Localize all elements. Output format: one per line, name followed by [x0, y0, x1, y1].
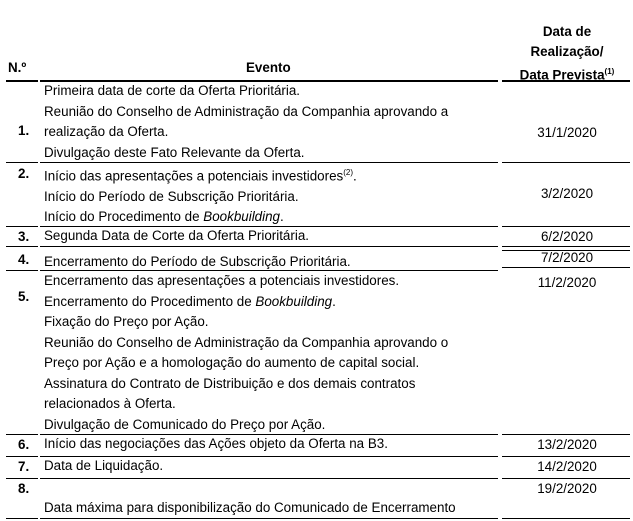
row-5-line-8: Divulgação de Comunicado do Preço por Ação. — [44, 416, 326, 432]
row-divider-6-left — [6, 456, 38, 457]
row-7-number: 7. — [18, 459, 30, 474]
row-1-line-3: realização da Oferta. — [44, 124, 169, 139]
row-6-number: 6. — [18, 437, 30, 452]
row-5-event — [44, 271, 448, 435]
row-8-date: 19/2/2020 — [537, 481, 597, 496]
row-2-date: 3/2/2020 — [540, 186, 594, 201]
row-divider-4-right — [502, 267, 630, 268]
row-1-line-1: Primeira data de corte da Oferta Prioritária. — [44, 83, 301, 98]
row-4-line-1: Encerramento do Período de Subscrição Prioritária. — [44, 254, 351, 269]
row-divider-2-left — [6, 226, 38, 227]
row-1-line-4: Divulgação deste Fato Relevante da Oferta. — [44, 144, 305, 160]
header-date-line1: Data de — [542, 24, 592, 39]
row-5-line-1: Encerramento das apresentações a potenciais investidores. — [44, 273, 400, 288]
header-rule-left — [6, 80, 38, 82]
row-5-line-2 — [44, 292, 448, 313]
row-3-date: 6/2/2020 — [540, 229, 594, 244]
row-divider-5-right — [502, 434, 630, 435]
row-divider-1-left — [6, 162, 38, 163]
row-6-line-1: Início das negociações das Ações objeto da Oferta na B3. — [44, 436, 388, 451]
row-5-line-3: Fixação do Preço por Ação. — [44, 314, 209, 329]
row-7-line-1: Data de Liquidação. — [44, 458, 164, 473]
row-2-line-1-text: Início das apresentações a potenciais investidores — [44, 168, 344, 184]
row-3-line-1: Segunda Data de Corte da Oferta Prioritária. — [44, 228, 309, 243]
row-8-line-1: Data máxima para disponibilização do Comunicado de Encerramento — [44, 500, 456, 515]
row-divider-2-right — [502, 226, 630, 227]
row-7-date: 14/2/2020 — [537, 459, 597, 474]
row-2-line-3-period: . — [279, 209, 284, 225]
row-8-event — [44, 498, 456, 519]
footnote-marker-1: (1) — [604, 67, 615, 76]
row-divider-5-left — [6, 434, 38, 435]
row-1-event — [44, 81, 448, 163]
row-divider-8-left — [6, 518, 38, 519]
row-2-line-1 — [44, 163, 357, 187]
footnote-marker-2: (2) — [343, 168, 354, 177]
row-2-line-1-period: . — [353, 168, 357, 184]
row-divider-3-right — [502, 246, 630, 247]
row-6-date: 13/2/2020 — [537, 437, 597, 452]
row-5-line-6: Assinatura do Contrato de Distribuição e dos demais contratos — [44, 375, 416, 391]
row-4-event — [44, 252, 351, 273]
row-4-number: 4. — [18, 252, 30, 267]
row-5-date: 11/2/2020 — [537, 275, 597, 290]
row-3-number: 3. — [18, 229, 30, 244]
header-date-line3-text: Data Prevista — [519, 67, 605, 83]
row-5-line-4: Reunião do Conselho de Administração da Companhia aprovando o — [44, 334, 449, 350]
row-2-line-2: Início do Período de Subscrição Prioritária. — [44, 188, 299, 204]
row-5-number: 5. — [18, 289, 30, 304]
row-divider-7-right — [502, 478, 630, 479]
row-1-number: 1. — [18, 123, 30, 138]
row-6-event — [44, 434, 388, 455]
row-5-line-7: relacionados à Oferta. — [44, 396, 176, 411]
header-number: N.º — [8, 60, 27, 75]
header-date-line2: Realização/ — [530, 44, 604, 59]
row-8-number: 8. — [18, 481, 30, 496]
row-1-date: 31/1/2020 — [537, 125, 597, 140]
row-2-line-3 — [44, 207, 357, 228]
row-5-line-5: Preço por Ação e a homologação do aumento de capital social. — [44, 355, 420, 370]
header-event: Evento — [246, 60, 291, 75]
row-divider-7-mid — [40, 478, 498, 479]
row-2-line-3-text: Início do Procedimento de — [44, 209, 204, 225]
row-divider-4-left — [6, 270, 38, 271]
row-5-line-2-period: . — [332, 293, 336, 309]
row-divider-6-right — [502, 456, 630, 457]
row-3-event — [44, 226, 309, 247]
row-divider-3-left — [6, 246, 38, 247]
row-4-date: 7/2/2020 — [540, 250, 594, 265]
row-divider-8-right — [502, 518, 630, 519]
row-1-line-2: Reunião do Conselho de Administração da Companhia aprovando a — [44, 103, 449, 119]
header-date — [502, 22, 632, 85]
row-5-line-2-italic: Bookbuilding — [255, 293, 333, 309]
row-divider-7-left — [6, 478, 38, 479]
header-rule-right — [502, 80, 630, 82]
row-2-line-3-italic: Bookbuilding — [203, 209, 280, 225]
row-7-event — [44, 456, 163, 477]
row-divider-1-right — [502, 162, 630, 163]
row-2-event — [44, 163, 357, 228]
row-2-number: 2. — [18, 166, 30, 181]
row-5-line-2-text: Encerramento do Procedimento de — [44, 293, 256, 309]
